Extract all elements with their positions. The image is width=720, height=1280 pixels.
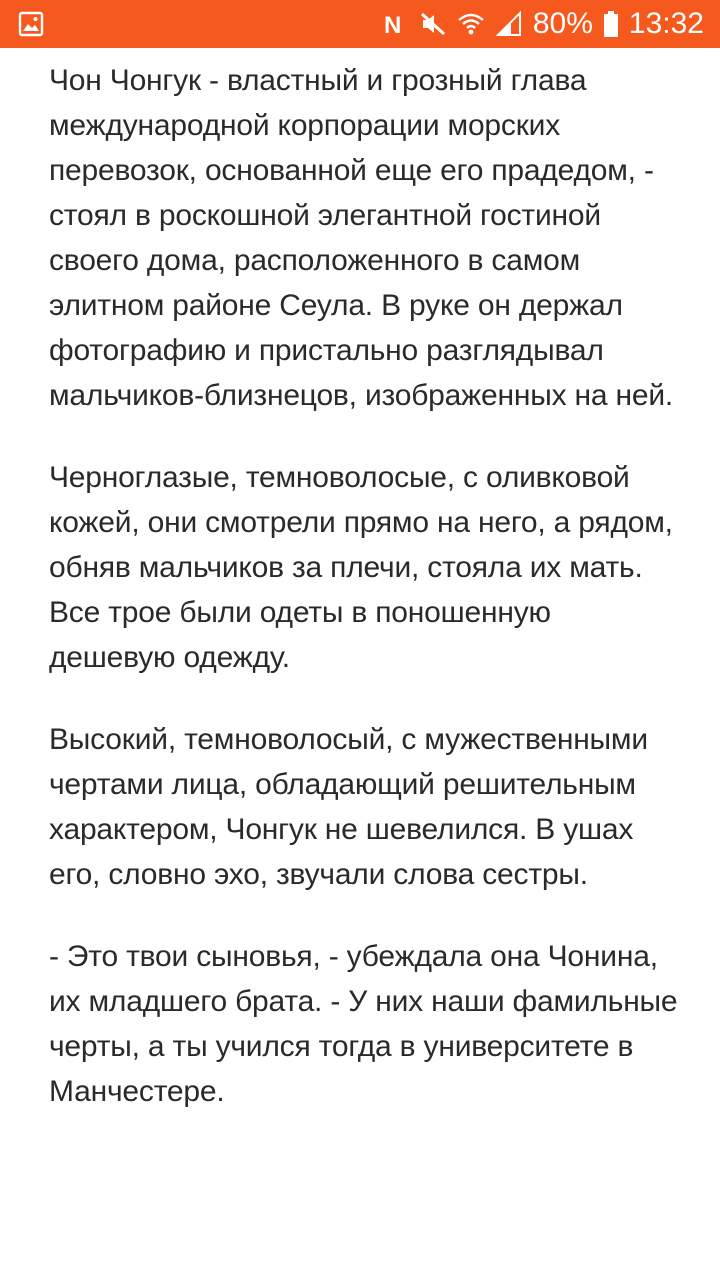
article-view[interactable] (0, 48, 720, 1280)
gallery-icon (18, 11, 44, 37)
battery-percent: 80% (532, 7, 593, 40)
clock: 13:32 (628, 7, 704, 40)
status-icons (381, 0, 704, 48)
nfc-icon (381, 10, 409, 38)
battery-icon (603, 10, 619, 38)
signal-icon (495, 10, 523, 38)
article-text (0, 48, 720, 1114)
paragraph: Черноглазые, темноволосые, с оливковой кожей, они смотрели прямо на него, а рядом, обняв мальчиков за плечи, стояла их мать. Все трое были одеты в поношенную дешевую одежду. (49, 461, 673, 674)
mute-icon (419, 10, 447, 38)
paragraph: Чон Чонгук - властный и грозный глава международной корпорации морских перевозок, основанной еще его прадедом, - стоял в роскошной элегантной гостиной своего дома, расположенного в самом элитном районе Сеула. В руке он держал фотографию и пристально разглядывал мальчиков-близнецов, изображенных на ней. (49, 64, 674, 412)
paragraph: Высокий, темноволосый, с мужественными чертами лица, обладающий решительным характером, Чонгук не шевелился. В ушах его, словно эхо, звучали слова сестры. (49, 723, 648, 891)
status-bar (0, 0, 720, 48)
wifi-icon (457, 10, 485, 38)
svg-text:N: N (383, 12, 402, 38)
paragraph: - Это твои сыновья, - убеждала она Чонина, их младшего брата. - У них наши фамильные черты, а ты учился тогда в университете в Манчестере. (49, 940, 678, 1108)
